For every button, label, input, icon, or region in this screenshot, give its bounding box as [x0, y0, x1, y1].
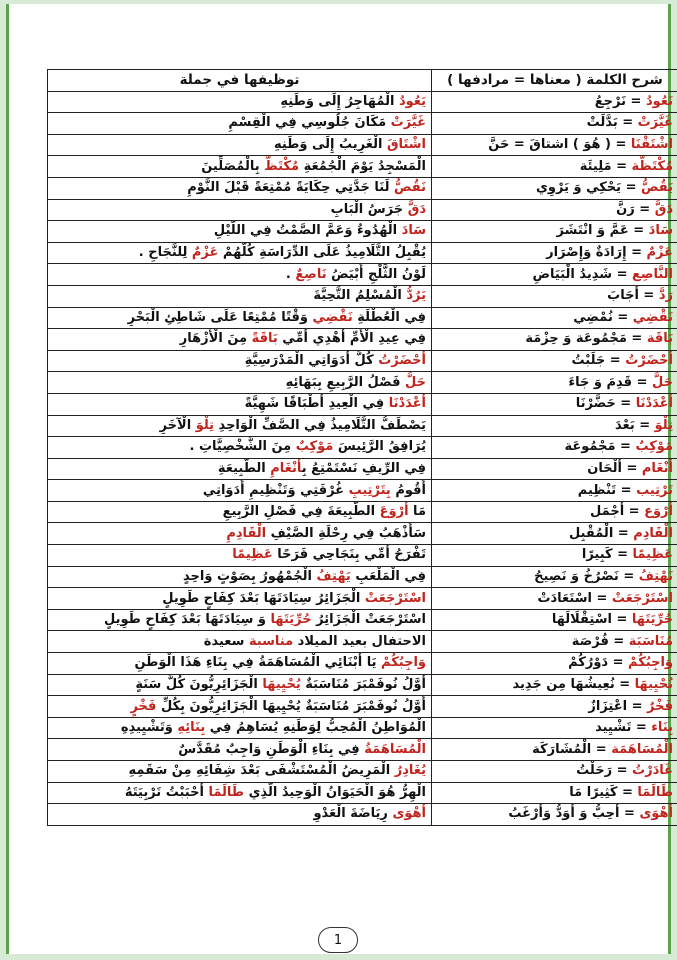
table-row — [48, 523, 677, 545]
sentence-end: الْهُدُوءُ وَعَمَّ الصَّمْتُ فِي اللَّيْلِ — [213, 223, 402, 239]
sentence-keyword: يَرُدُّ — [406, 288, 426, 304]
sentence-cell — [48, 696, 432, 718]
sentence-cell — [48, 242, 432, 264]
sentence-keyword: نَقْضِي — [312, 309, 353, 325]
sentence-end: يَا أَبْنَائِي الْمُسَاهَمَةُ فِي بِنَاءِ هَذَا الْوَطَنِ — [134, 655, 382, 671]
sentence-start: اسْتَرْجَعَتْ الْجَزَائِرُ — [311, 612, 426, 628]
keyword: نَهْتِفُ — [638, 568, 673, 584]
meaning-text: = ( هُوَ ) اشتاقَ = حَنَّ — [488, 137, 631, 153]
sentence-end: الْجَزَائِرِيُّونَ كُلَّ سَنَةٍ — [135, 676, 263, 692]
table-row — [48, 393, 677, 415]
sentence-keyword: اسْتَرْجَعَتْ — [364, 590, 426, 606]
table-row — [48, 674, 677, 696]
keyword: يَقُصُّ — [641, 180, 673, 196]
sentence-keyword: اشْتَاقَ — [386, 137, 426, 153]
table-row — [48, 588, 677, 610]
table-row — [48, 285, 677, 307]
keyword: طَالَمَا — [637, 784, 673, 800]
sentence-start: يُقْبِلُ التَّلَامِيذُ عَلَى الدِّرَاسَةِ كُلُّهُمْ — [218, 245, 426, 261]
sentence-cell — [48, 804, 432, 826]
sentence-keyword: عَزْمٌ — [191, 245, 219, 261]
sentence-keyword: أَعْدَدْنَا — [388, 396, 426, 412]
sentence-end: لِلنَّجَاحِ . — [138, 245, 192, 261]
meaning-text: = مَجْمُوعَة وَ حِزْمَة — [525, 331, 647, 347]
sentence-start: أَقُومُ — [390, 482, 426, 498]
sentence-start: الْهِرُّ هُوَ الْحَيَوَانُ الْوَحِيدُ الَّذِي — [244, 784, 426, 800]
sentence-cell — [48, 545, 432, 567]
keyword: وَاجِبُكُمْ — [628, 655, 673, 671]
sentence-start: الاحتفال بعيد الميلاد — [293, 633, 426, 649]
keyword: عَظِيمًا — [632, 547, 673, 563]
table-row — [48, 221, 677, 243]
meaning-text: = قَدِمَ وَ جَاءَ — [568, 374, 653, 390]
table-row — [48, 350, 677, 372]
sentence-cell — [48, 393, 432, 415]
table-row — [48, 545, 677, 567]
sentence-cell — [48, 523, 432, 545]
keyword: مُكْتَظَّة — [631, 158, 673, 174]
meaning-cell — [432, 350, 677, 372]
sentence-cell — [48, 177, 432, 199]
meaning-cell — [432, 674, 677, 696]
table-row — [48, 501, 677, 523]
table-row — [48, 156, 677, 178]
sentence-end: فِي بِنَاءِ الْوَطَنِ وَاجِبٌ مُقَدَّسٌ — [178, 741, 365, 757]
sentence-end: وَتَشْيِيدِهِ — [120, 720, 178, 736]
meaning-cell — [432, 696, 677, 718]
meaning-text: = تَنْظِيم — [577, 482, 637, 498]
meaning-text: = الْمُقْبِل — [568, 525, 634, 541]
table-row — [48, 717, 677, 739]
meaning-cell — [432, 91, 677, 113]
keyword: فَخْرٌ — [647, 698, 673, 714]
meaning-text: = رَنَّ — [616, 201, 655, 217]
sentence-cell — [48, 221, 432, 243]
table-row — [48, 329, 677, 351]
meaning-text: = نُمْضِي — [573, 309, 633, 325]
table-row — [48, 761, 677, 783]
sentence-cell — [48, 674, 432, 696]
sentence-cell — [48, 264, 432, 286]
meaning-cell — [432, 221, 677, 243]
sentence-end: جَرَسُ الْبَابِ — [330, 201, 408, 217]
header-sentence: توظيفها في جملة — [48, 70, 432, 92]
meaning-text: = عَمَّ وَ انْتَشَرَ — [556, 223, 649, 239]
sentence-keyword: تِلْوَ — [195, 417, 215, 433]
sentence-cell — [48, 588, 432, 610]
sentence-keyword: بَاقَةً — [251, 331, 278, 347]
table-row — [48, 653, 677, 675]
sentence-end: أَحْبَبْتُ تَرْبِيَتَهُ — [124, 784, 209, 800]
table-row — [48, 696, 677, 718]
sentence-start: يُرَافِقُ الرَّئِيسَ — [333, 439, 426, 455]
sentence-start: لَوْنُ الثَّلْجِ أَبْيَضُ — [326, 266, 426, 282]
meaning-text: = أُحِبُّ وَ أَوَدُّ وَأَرْغَبُ — [508, 806, 640, 822]
table-row — [48, 609, 677, 631]
keyword: غَادَرْتُ — [632, 763, 673, 779]
sentence-keyword: حُرِّيَتَهَا — [270, 612, 312, 628]
sentence-end: الْجُمْهُورُ بِصَوْتٍ وَاحِدٍ — [183, 568, 317, 584]
keyword: عَزْمٌ — [646, 245, 673, 261]
meaning-text: = أَجْمَل — [590, 504, 645, 520]
meaning-cell — [432, 285, 677, 307]
meaning-text: = أَلْحَان — [587, 460, 642, 476]
keyword: سَادَ — [648, 223, 673, 239]
sentence-keyword: حَلَّ — [405, 374, 426, 390]
meaning-cell — [432, 609, 677, 631]
meaning-text: = بَعْدَ — [614, 417, 655, 433]
keyword: بَاقَة — [646, 331, 673, 347]
table-row — [48, 264, 677, 286]
meaning-cell — [432, 717, 677, 739]
sentence-cell — [48, 350, 432, 372]
sentence-cell — [48, 739, 432, 761]
keyword: تَرْتِيب — [636, 482, 673, 498]
document-page — [6, 4, 671, 954]
meaning-text: = أَجَابَ — [607, 288, 659, 304]
sentence-keyword: يَهْتِفُ — [316, 568, 351, 584]
meaning-text: = اسْتَعَادَتْ — [537, 590, 612, 606]
table-row — [48, 437, 677, 459]
meaning-cell — [432, 242, 677, 264]
sentence-cell — [48, 329, 432, 351]
meaning-text: = حَضَّرْنَا — [575, 396, 636, 412]
sentence-end: فِي الْعِيدِ أَطْبَاقًا شَهِيَّةً — [244, 396, 389, 412]
keyword: النَّاصِع — [632, 266, 673, 282]
meaning-cell — [432, 761, 677, 783]
sentence-start: سَأَذْهَبُ فِي رِحْلَةِ الصَّيْفِ — [266, 525, 426, 541]
sentence-start: الْمَسْجِدُ يَوْمَ الْجُمُعَةِ — [299, 158, 426, 174]
sentence-cell — [48, 113, 432, 135]
table-row — [48, 480, 677, 502]
sentence-end: بِالْمُصَلِّينَ — [201, 158, 265, 174]
sentence-cell — [48, 199, 432, 221]
meaning-cell — [432, 437, 677, 459]
table-row — [48, 804, 677, 826]
sentence-keyword: طَالَمَا — [208, 784, 245, 800]
table-header-row — [48, 70, 677, 92]
keyword: مَوْكِبٌ — [635, 439, 673, 455]
vocabulary-table — [47, 69, 677, 826]
sentence-cell — [48, 307, 432, 329]
meaning-text: = مَلِيئَة — [579, 158, 632, 174]
keyword: أَهْوَى — [639, 806, 673, 822]
sentence-keyword: أَنْغَامِ — [270, 460, 302, 476]
sentence-cell — [48, 609, 432, 631]
sentence-end: وَ سِيَادَتَهَا بَعْدَ كِفَاحٍ طَوِيلٍ — [104, 612, 271, 628]
keyword: تِلْوَ — [654, 417, 673, 433]
meaning-text: = جَلَبْتُ — [571, 353, 626, 369]
sentence-keyword: الْمُسَاهَمَةُ — [364, 741, 426, 757]
sentence-cell — [48, 458, 432, 480]
meaning-text: = كَثِيرًا مَا — [569, 784, 638, 800]
meaning-cell — [432, 264, 677, 286]
keyword: أَعْدَدْنَا — [635, 396, 673, 412]
sentence-start: يَصْطَفُّ التَّلَامِيذُ فِي الصَّفِّ الْوَاحِدِ — [214, 417, 426, 433]
meaning-text: = الْمُشَارَكَة — [532, 741, 612, 757]
sentence-start: فِي عِيدِ الْأُمِّ أَهْدِي أُمِّي — [277, 331, 426, 347]
meaning-cell — [432, 566, 677, 588]
meaning-text: = تَشْيِيد — [595, 720, 652, 736]
keyword: نَقْضِي — [632, 309, 673, 325]
meaning-cell — [432, 415, 677, 437]
meaning-cell — [432, 480, 677, 502]
keyword: مُنَاسَبَة — [628, 633, 673, 649]
meaning-text: = فُرْصَة — [571, 633, 629, 649]
sentence-cell — [48, 566, 432, 588]
sentence-end: رِيَاضَةَ الْعَدْوِ — [313, 806, 393, 822]
meaning-cell — [432, 588, 677, 610]
sentence-cell — [48, 501, 432, 523]
sentence-end: الْمَرِيضُ الْمُسْتَشْفَى بَعْدَ شِفَائِهِ مِنْ سَقَمِهِ — [128, 763, 395, 779]
table-row — [48, 631, 677, 653]
sentence-cell — [48, 761, 432, 783]
keyword: نُحْيِيهَا — [634, 676, 673, 692]
sentence-start: مَا — [408, 504, 426, 520]
table-row — [48, 372, 677, 394]
meaning-cell — [432, 739, 677, 761]
sentence-end: مِنَ الْأَزْهَارِ — [179, 331, 252, 347]
meaning-cell — [432, 113, 677, 135]
sentence-end: لَنَا جَدَّتِي حِكَايَةً مُمْتِعَةً قَبْلَ النَّوْمِ — [187, 180, 395, 196]
table-row — [48, 199, 677, 221]
keyword: حُرِّيَتَهَا — [631, 612, 673, 628]
table-row — [48, 458, 677, 480]
sentence-end: مَكَانَ جُلُوسِي فِي الْقِسْمِ — [228, 115, 391, 131]
meaning-cell — [432, 329, 677, 351]
meaning-cell — [432, 523, 677, 545]
sentence-start: أَوَّلُ نُوفَمْبَرَ مُنَاسَبَةٌ — [300, 676, 426, 692]
meaning-text: = دَوْرُكُمْ — [568, 655, 629, 671]
keyword: غَيَّرَتْ — [637, 115, 673, 131]
sentence-start: تَفْرَحُ أُمِّي بِنَجَاحِي فَرَحًا — [272, 547, 426, 563]
table-row — [48, 782, 677, 804]
sentence-end: الْآخَرِ — [159, 417, 196, 433]
meaning-text: = شَدِيدُ الْبَيَاضِ — [532, 266, 633, 282]
sentence-cell — [48, 437, 432, 459]
sentence-end: الطَّبِيعَةَ فِي فَصْلِ الرَّبِيعِ — [222, 504, 380, 520]
meaning-cell — [432, 393, 677, 415]
sentence-cell — [48, 156, 432, 178]
sentence-keyword: يُغَادِرُ — [394, 763, 426, 779]
meaning-cell — [432, 458, 677, 480]
sentence-cell — [48, 91, 432, 113]
sentence-start: فِي الرِّيفِ نَسْتَمْتِعُ بِ — [301, 460, 426, 476]
sentence-start: فِي الْمَلْعَبِ — [350, 568, 426, 584]
keyword: اشْتَقْنَا — [630, 137, 673, 153]
meaning-cell — [432, 631, 677, 653]
keyword: اسْتَرْجَعَتْ — [611, 590, 673, 606]
sentence-cell — [48, 480, 432, 502]
meaning-cell — [432, 199, 677, 221]
sentence-cell — [48, 415, 432, 437]
sentence-end: الطَّبِيعَةِ — [217, 460, 271, 476]
sentence-end: وَقْتًا مُمْتِعًا عَلَى شَاطِئِ الْبَحْرِ — [127, 309, 313, 325]
meaning-text: = يَحْكِي وَ يَرْوِي — [536, 180, 642, 196]
meaning-cell — [432, 372, 677, 394]
sentence-cell — [48, 372, 432, 394]
sentence-end: كُلَّ أَدَوَاتِي الْمَدْرَسِيَّةِ — [244, 353, 379, 369]
sentence-cell — [48, 631, 432, 653]
sentence-end: سعيدة — [203, 633, 249, 649]
sentence-keyword: الْقَادِمِ — [226, 525, 267, 541]
sentence-keyword: سَادَ — [401, 223, 426, 239]
meaning-text: = مَجْمُوعَة — [564, 439, 636, 455]
meaning-text: = نَرْجِعُ — [594, 93, 646, 109]
sentence-end: غُرْفَتِي وَتَنْظِيمِ أَدَوَاتِي — [202, 482, 349, 498]
table-row — [48, 307, 677, 329]
sentence-keyword: نَقُصُّ — [394, 180, 426, 196]
header-meaning: شرح الكلمة ( معناها = مرادفها ) — [432, 70, 677, 92]
sentence-end: الْغَرِيبُ إِلَى وَطَنِهِ — [273, 137, 387, 153]
sentence-keyword: وَاجِبُكُمْ — [381, 655, 426, 671]
table-row — [48, 91, 677, 113]
sentence-cell — [48, 717, 432, 739]
sentence-keyword: غَيَّرَتْ — [390, 115, 426, 131]
meaning-text: = اسْتِقْلَالَهَا — [551, 612, 632, 628]
keyword: أَحْضَرْتُ — [625, 353, 673, 369]
keyword: نَعُودُ — [645, 93, 673, 109]
meaning-text: = نَصْرُخُ وَ نَصِيحُ — [534, 568, 639, 584]
sentence-keyword: يَعُودُ — [398, 93, 426, 109]
sentence-end: الْمُهَاجِرُ إِلَى وَطَنِهِ — [280, 93, 399, 109]
sentence-keyword: بِنَائِهِ — [177, 720, 206, 736]
sentence-keyword: أَهْوَى — [392, 806, 426, 822]
sentence-keyword: أَحْضَرْتُ — [378, 353, 426, 369]
sentence-start: فِي الْعُطْلَةِ — [352, 309, 426, 325]
keyword: أَنْغَام — [641, 460, 673, 476]
sentence-cell — [48, 134, 432, 156]
meaning-cell — [432, 545, 677, 567]
meaning-text: = اعْتِزَازٌ — [588, 698, 648, 714]
keyword: رَدَّ — [658, 288, 673, 304]
sentence-end: مِنَ الشَّخْصِيَّاتِ . — [189, 439, 296, 455]
meaning-cell — [432, 653, 677, 675]
table-row — [48, 113, 677, 135]
keyword: دَقَّ — [654, 201, 673, 217]
sentence-keyword: عَظِيمًا — [232, 547, 273, 563]
table-row — [48, 566, 677, 588]
meaning-text: = نُعِيشُهَا مِن جَدِيد — [512, 676, 635, 692]
page-number: 1 — [318, 927, 358, 953]
sentence-keyword: أَرْوَعَ — [379, 504, 409, 520]
meaning-cell — [432, 156, 677, 178]
table-row — [48, 177, 677, 199]
keyword: الْمُسَاهَمَة — [611, 741, 673, 757]
sentence-keyword: بِتَرْتِيبِ — [348, 482, 391, 498]
sentence-start: الْمُوَاطِنُ الْمُحِبُّ لِوَطَنِهِ يُسَاهِمُ فِي — [205, 720, 426, 736]
sentence-keyword: مناسبة — [248, 633, 294, 649]
table-row — [48, 134, 677, 156]
keyword: الْقَادِم — [633, 525, 673, 541]
sentence-keyword: دَقَّ — [407, 201, 426, 217]
sentence-end: . — [285, 266, 296, 282]
meaning-cell — [432, 804, 677, 826]
meaning-text: = بَدَّلَتْ — [586, 115, 638, 131]
sentence-keyword: فَخْرٍ — [130, 698, 157, 714]
keyword: أَرْوَع — [644, 504, 673, 520]
sentence-end: فَصْلُ الرَّبِيعِ بِبَهَائِهِ — [285, 374, 406, 390]
sentence-cell — [48, 782, 432, 804]
table-row — [48, 242, 677, 264]
keyword: بِنَاء — [651, 720, 673, 736]
meaning-cell — [432, 501, 677, 523]
meaning-text: = كَبِيرًا — [581, 547, 633, 563]
meaning-cell — [432, 307, 677, 329]
sentence-keyword: يُحْيِيهَا — [262, 676, 301, 692]
sentence-cell — [48, 653, 432, 675]
sentence-cell — [48, 285, 432, 307]
table-row — [48, 739, 677, 761]
meaning-cell — [432, 177, 677, 199]
keyword: حَلَّ — [652, 374, 673, 390]
sentence-end: الْمُسْلِمُ التَّحِيَّةَ — [313, 288, 407, 304]
meaning-text: = رَحَلْتُ — [576, 763, 633, 779]
table-row — [48, 415, 677, 437]
sentence-start: أَوَّلُ نُوفَمْبَرَ مُنَاسَبَةٌ يُحْيِيهَا الْجَزَائِرِيُّونَ بِكُلِّ — [156, 698, 426, 714]
meaning-cell — [432, 134, 677, 156]
sentence-keyword: مُكْتَظٌّ — [264, 158, 300, 174]
sentence-keyword: نَاصِعٌ — [295, 266, 327, 282]
meaning-text: = إِرَادَةٌ وَإِصْرَار — [546, 245, 647, 261]
meaning-cell — [432, 782, 677, 804]
sentence-end: الْجَزَائِرُ سِيَادَتَهَا بَعْدَ كِفَاحٍ طَوِيلٍ — [162, 590, 365, 606]
sentence-keyword: مَوْكِبٌ — [295, 439, 334, 455]
